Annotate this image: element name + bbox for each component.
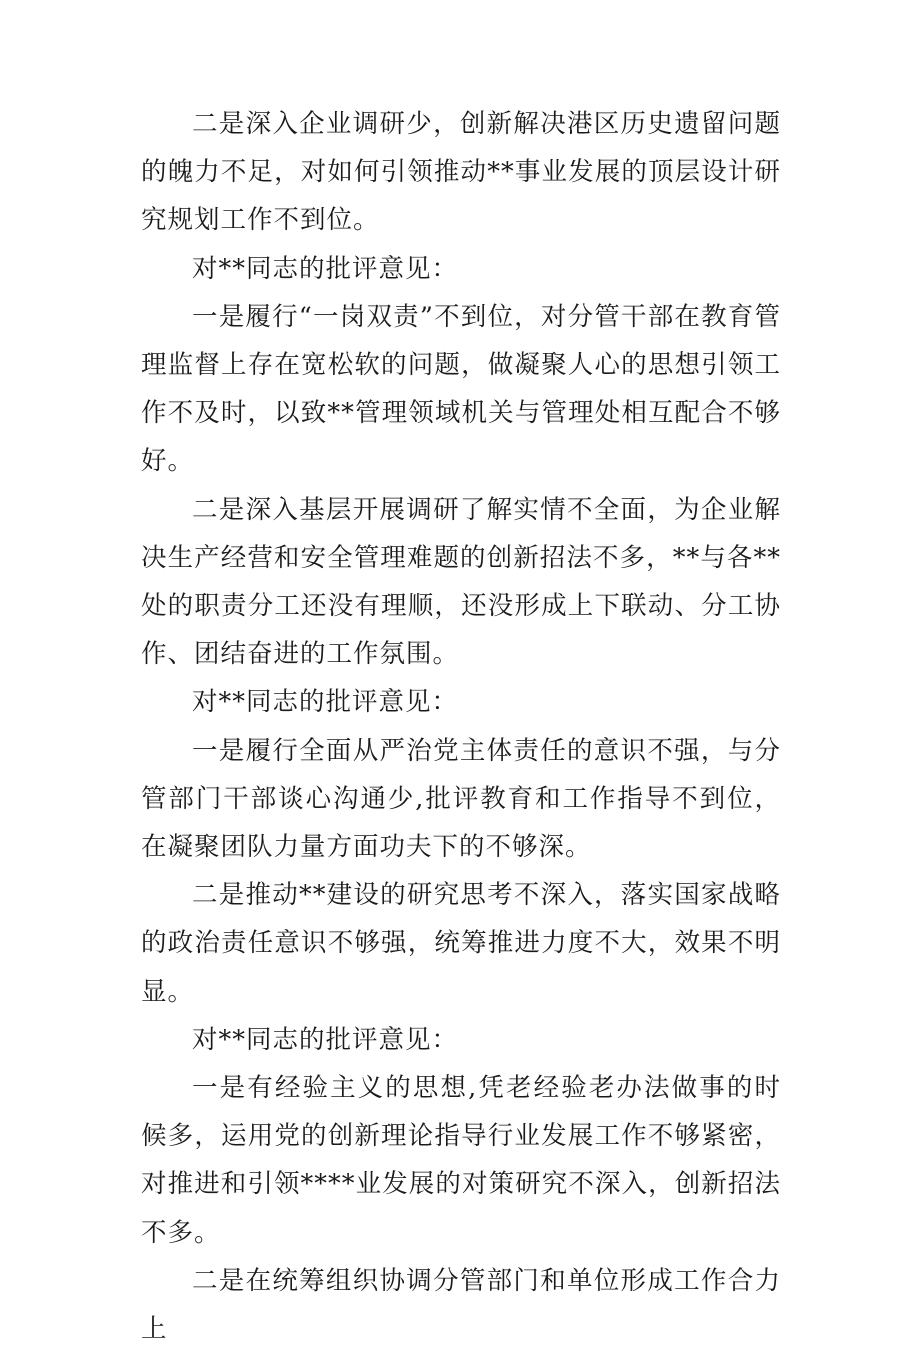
paragraph-3: 一是履行“一岗双责”不到位，对分管干部在教育管理监督上存在宽松软的问题，做凝聚人心的思想引领工作不及时，以致**管理领域机关与管理处相互配合不够好。 [141, 301, 781, 477]
paragraph-5-heading: 对**同志的批评意见： [192, 687, 459, 718]
paragraph-2-heading: 对**同志的批评意见： [192, 253, 459, 284]
paragraph-8-heading: 对**同志的批评意见： [192, 1024, 459, 1055]
paragraph-1: 二是深入企业调研少，创新解决港区历史遗留问题的魄力不足，对如何引领推动**事业发展的顶层设计研究规划工作不到位。 [141, 109, 781, 236]
paragraph-10: 二是在统筹组织协调分管部门和单位形成工作合力上 [141, 1265, 781, 1345]
paragraph-7: 二是推动**建设的研究思考不深入，落实国家战略的政治责任意识不够强，统筹推进力度不大，效果不明显。 [141, 880, 781, 1007]
paragraph-6: 一是履行全面从严治党主体责任的意识不强，与分管部门干部谈心沟通少,批评教育和工作指导不到位，在凝聚团队力量方面功夫下的不够深。 [141, 735, 781, 863]
paragraph-9: 一是有经验主义的思想,凭老经验老办法做事的时候多，运用党的创新理论指导行业发展工作不够紧密，对推进和引领****业发展的对策研究不深入，创新招法不多。 [141, 1073, 781, 1248]
paragraph-4: 二是深入基层开展调研了解实情不全面，为企业解决生产经营和安全管理难题的创新招法不多，**与各**处的职责分工还没有理顺，还没形成上下联动、分工协作、团结奋进的工作氛围。 [141, 494, 781, 670]
